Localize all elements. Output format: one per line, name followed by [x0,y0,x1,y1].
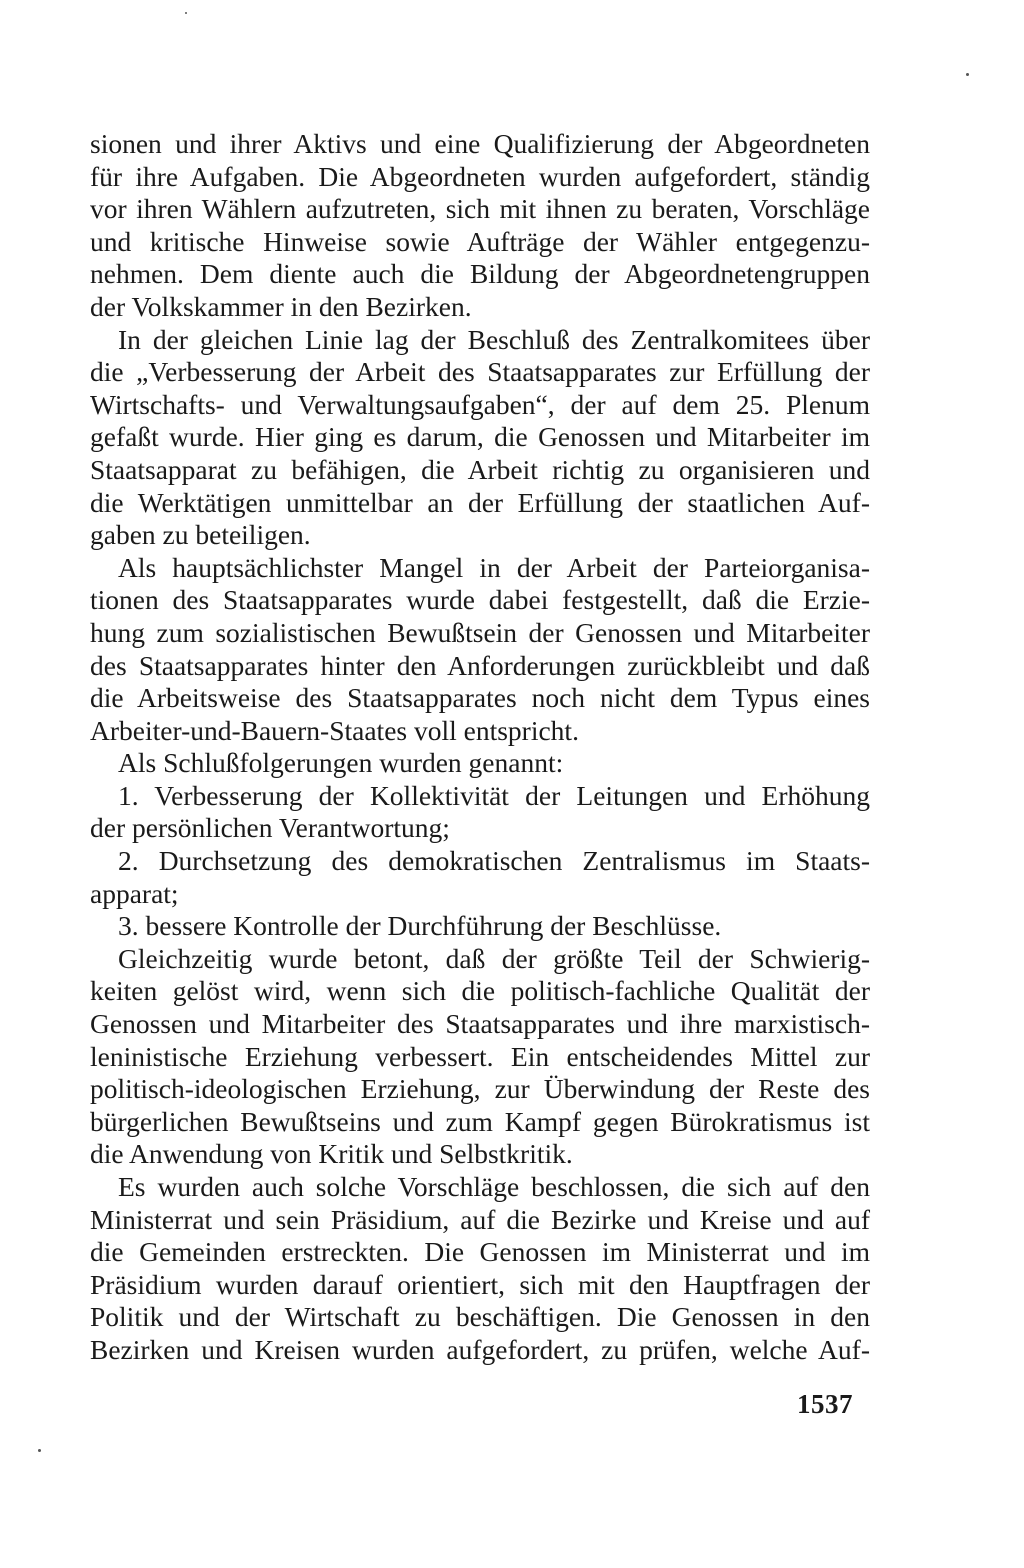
text-line: Politik und der Wirtschaft zu beschäftigen. Die Genossen in den [90,1301,870,1333]
text-line: tionen des Staatsapparates wurde dabei festgestellt, daß die Erzie- [90,584,870,616]
text-line: Gleichzeitig wurde betont, daß der größte Teil der Schwierig- [118,942,870,974]
text-line: leninistische Erziehung verbessert. Ein entscheidendes Mittel zur [90,1040,870,1072]
scan-speck [185,12,187,14]
text-line: Es wurden auch solche Vorschläge beschlossen, die sich auf den [118,1171,870,1202]
scan-speck [966,73,969,76]
text-line: Genossen und Mitarbeiter des Staatsapparates und ihre marxistisch- [90,1008,870,1040]
text-line: Arbeiter-und-Bauern-Staates voll entspricht. [90,714,579,746]
text-line: sionen und ihrer Aktivs und eine Qualifizierung der Abgeordneten [90,128,870,159]
list-item [90,845,870,910]
text-line: gefaßt wurde. Hier ging es darum, die Genossen und Mitarbeiter im [90,421,870,453]
paragraph [90,552,870,748]
list-item [90,910,870,943]
text-line: politisch-ideologischen Erziehung, zur Überwindung der Reste des [90,1073,870,1105]
paragraph [90,747,870,780]
paragraph [90,943,870,1171]
text-line: 3. bessere Kontrolle der Durchführung der Beschlüsse. [118,910,722,942]
text-line: die Arbeitsweise des Staatsapparates noch nicht dem Typus eines [90,682,870,714]
text-line: der Volkskammer in den Bezirken. [90,290,472,322]
text-line: bürgerlichen Bewußtseins und zum Kampf gegen Bürokratismus ist [90,1105,870,1137]
paragraph [90,324,870,552]
text-line: Ministerrat und sein Präsidium, auf die Bezirke und Kreise und auf [90,1203,870,1235]
list-item [90,780,870,845]
paragraph [90,1171,870,1367]
text-line: nehmen. Dem diente auch die Bildung der Abgeordnetengruppen [90,258,870,290]
text-line: Wirtschafts- und Verwaltungsaufgaben“, der auf dem 25. Plenum [90,388,870,420]
text-line: apparat; [90,877,179,909]
body-text [90,128,870,1367]
text-line: 2. Durchsetzung des demokratischen Zentralismus im Staats- [118,845,870,877]
text-line: und kritische Hinweise sowie Aufträge der Wähler entgegenzu- [90,225,870,257]
text-line: Als Schlußfolgerungen wurden genannt: [118,747,564,779]
text-line: die Gemeinden erstreckten. Die Genossen im Ministerrat und im [90,1236,870,1268]
text-line: Präsidium wurden darauf orientiert, sich mit den Hauptfragen der [90,1268,870,1300]
text-line: des Staatsapparates hinter den Anforderungen zurückbleibt und daß [90,649,870,681]
text-line: gaben zu beteiligen. [90,519,311,551]
page-number: 1537 [797,1389,853,1419]
text-line: Als hauptsächlichster Mangel in der Arbeit der Parteiorganisa- [118,551,870,583]
text-line: der persönlichen Verantwortung; [90,812,450,844]
text-line: vor ihren Wählern aufzutreten, sich mit ihnen zu beraten, Vorschläge [90,193,870,225]
text-line: keiten gelöst wird, wenn sich die politisch-fachliche Qualität der [90,975,870,1007]
text-line: die Werktätigen unmittelbar an der Erfüllung der staatlichen Auf- [90,486,870,518]
scan-speck [38,1449,41,1452]
text-line: Bezirken und Kreisen wurden aufgefordert, zu prüfen, welche Auf- [90,1333,870,1365]
text-line: die „Verbesserung der Arbeit des Staatsapparates zur Erfüllung der [90,356,870,388]
text-line: Staatsapparat zu befähigen, die Arbeit richtig zu organisieren und [90,453,870,485]
paragraph [90,128,870,324]
text-line: In der gleichen Linie lag der Beschluß des Zentralkomitees über [118,323,870,355]
text-line: 1. Verbesserung der Kollektivität der Leitungen und Erhöhung [118,779,870,811]
text-line: hung zum sozialistischen Bewußtsein der Genossen und Mitarbeiter [90,616,870,648]
text-line: für ihre Aufgaben. Die Abgeordneten wurden aufgefordert, ständig [90,160,870,192]
text-line: die Anwendung von Kritik und Selbstkritik. [90,1138,573,1170]
